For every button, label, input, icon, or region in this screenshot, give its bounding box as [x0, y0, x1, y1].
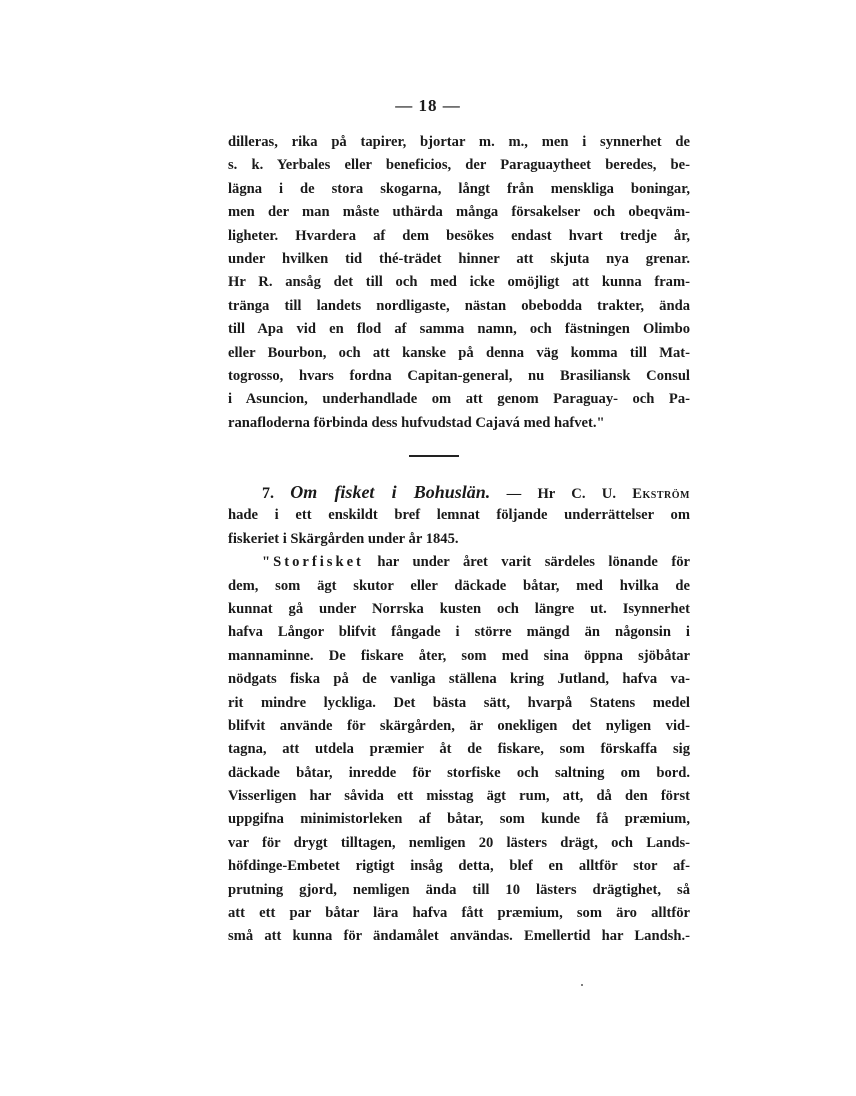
section-title: Om fisket i Bohuslän. — [290, 482, 491, 502]
text-line: uppgifna minimistorleken af båtar, som kunde få præmium, — [228, 811, 690, 828]
text-line: dem, som ägt skutor eller däckade båtar, med hvilka de — [228, 577, 690, 594]
text-line: under hvilken tid thé-trädet hinner att skjuta nya grenar. — [228, 250, 690, 267]
text-line: togrosso, hvars fordna Capitan-general, nu Brasiliansk Consul — [228, 367, 690, 384]
text-line: blifvit använde för skärgården, är onekligen det nyligen vid- — [228, 717, 690, 734]
section-heading-line — [228, 481, 690, 504]
text-line: Hr R. ansåg det till och med icke omöjligt att kunna fram- — [228, 274, 690, 291]
text-line: tagna, att utdela præmier åt de fiskare, som förskaffa sig — [228, 741, 690, 758]
author-name: Ekström — [632, 486, 690, 502]
quote-first-rest: har under året varit särdeles lönande för — [377, 554, 690, 571]
print-speck — [581, 984, 583, 986]
section-7 — [228, 481, 690, 949]
text-line: dilleras, rika på tapirer, bjortar m. m., men i synnerhet de — [228, 134, 690, 150]
quote-first-line — [228, 551, 690, 574]
text-line: att ett par båtar lära hafva fått præmium, som äro alltför — [228, 905, 690, 922]
page-number: — 18 — — [395, 96, 461, 115]
text-line: Visserligen har såvida ett misstag ägt rum, att, då den först — [228, 788, 690, 805]
text-line: eller Bourbon, och att kanske på denna väg komma till Mat- — [228, 344, 690, 361]
text-line: små att kunna för ändamålet användas. Emellertid har Landsh.- — [228, 928, 690, 945]
text-line: hade i ett enskildt bref lemnat följande underrättelser om — [228, 507, 690, 524]
text-line: höfdinge-Embetet rigtigt insåg detta, blef en alltför stor af- — [228, 858, 690, 875]
heading-dash: — — [506, 486, 522, 502]
text-line: tränga till landets nordligaste, nästan obebodda trakter, ända — [228, 297, 690, 314]
text-line: däckade båtar, inredde för storfiske och saltning om bord. — [228, 764, 690, 781]
paragraph-continued — [228, 131, 690, 435]
section-number: 7. — [262, 485, 274, 502]
section-divider — [409, 455, 459, 457]
text-line: ranafloderna förbinda dess hufvudstad Cajavá med hafvet." — [228, 414, 605, 431]
text-line: s. k. Yerbales eller beneficios, der Paraguaytheet beredes, be- — [228, 157, 690, 174]
text-line: till Apa vid en flod af samma namn, och fästningen Olimbo — [228, 321, 690, 338]
text-line: lägna i de stora skogarna, långt från menskliga boningar, — [228, 180, 690, 197]
text-line: kunnat gå under Norrska kusten och längre ut. Isynnerhet — [228, 600, 690, 617]
quote-start-word: "Storfisket — [262, 554, 364, 571]
text-line: nödgats fiska på de vanliga ställena kring Jutland, hafva va- — [228, 671, 690, 688]
text-line: prutning gjord, nemligen ända till 10 lästers drägtighet, så — [228, 881, 690, 898]
text-line: mannaminne. De fiskare åter, som med sina öppna sjöbåtar — [228, 647, 690, 664]
author-prefix: Hr C. U. — [537, 486, 616, 502]
text-line: ligheter. Hvardera af dem besökes endast hvart tredje år, — [228, 227, 690, 244]
text-line: rit mindre lyckliga. Det bästa sätt, hvarpå Statens medel — [228, 694, 690, 711]
text-line: fiskeriet i Skärgården under år 1845. — [228, 530, 459, 547]
text-line: men der man måste uthärda många försakelser och obeqväm- — [228, 204, 690, 221]
text-line: i Asuncion, underhandlade om att genom Paraguay- och Pa- — [228, 391, 690, 408]
text-line: var för drygt tilltagen, nemligen 20 lästers drägt, och Lands- — [228, 834, 690, 851]
text-line: hafva Långor blifvit fångade i större mängd än någonsin i — [228, 624, 690, 641]
